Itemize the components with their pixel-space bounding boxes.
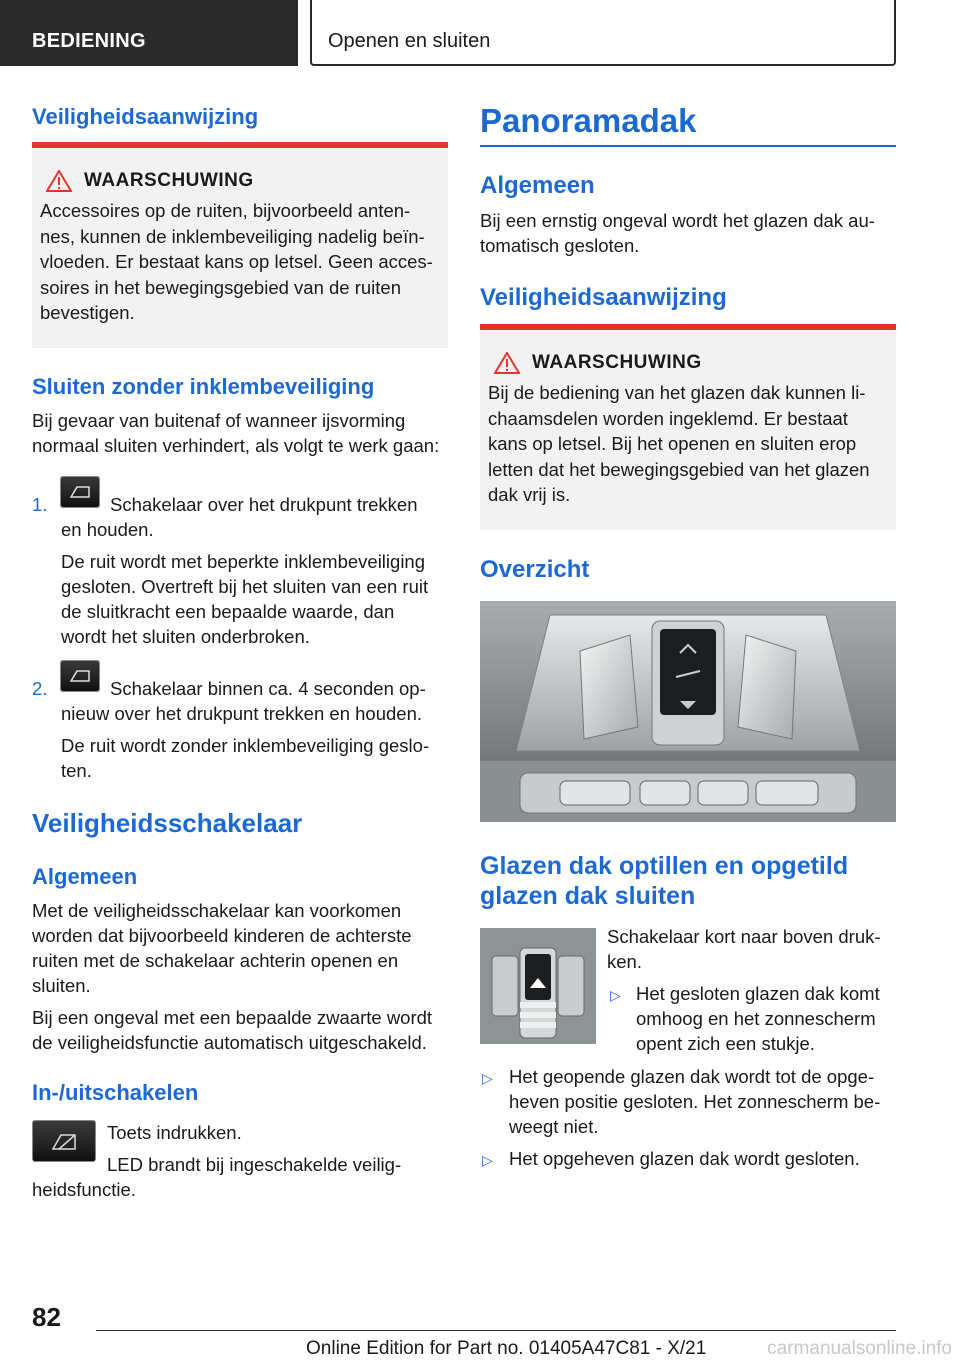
warning-line: Bij de bediening van het glazen dak kunnen li- [488, 382, 866, 403]
warning-line: vloeden. Er bestaat kans op letsel. Geen acces- [40, 251, 433, 272]
bullet-triangle-icon: ▷ [482, 1070, 493, 1086]
bullet-text: heven positie gesloten. Het zonnescherm be- [509, 1091, 881, 1112]
heading-safety-switch: Veiligheidsschakelaar [32, 808, 303, 838]
footer-rule [96, 1330, 896, 1331]
paragraph-line: ken. [607, 951, 642, 972]
warning-triangle-icon [494, 352, 520, 374]
step-text: Schakelaar binnen ca. 4 seconden op- [110, 678, 426, 699]
bullet-text: opent zich een stukje. [636, 1033, 815, 1054]
warning-title: WAARSCHUWING [532, 352, 702, 373]
warning-title: WAARSCHUWING [84, 170, 254, 191]
heading-general-left: Algemeen [32, 864, 138, 889]
section-title: BEDIENING [32, 30, 146, 52]
paragraph-line: LED brandt bij ingeschakelde veilig- [107, 1154, 402, 1175]
heading-general-right: Algemeen [480, 172, 595, 199]
step-number: 1. [32, 494, 48, 515]
bullet-triangle-icon: ▷ [610, 987, 621, 1003]
step-number: 2. [32, 678, 48, 699]
paragraph-line: worden dat bijvoorbeeld kinderen de achterste [32, 925, 412, 946]
heading-close-without-protection: Sluiten zonder inklembeveiliging [32, 374, 375, 399]
paragraph-line: Bij een ernstig ongeval wordt het glazen dak au- [480, 210, 875, 231]
paragraph-line: Schakelaar kort naar boven druk- [607, 926, 881, 947]
bullet-text: omhoog en het zonnescherm [636, 1008, 876, 1029]
step-detail: ten. [61, 760, 92, 781]
warning-line: letten dat het bewegingsgebied van het glazen [488, 458, 870, 480]
paragraph-line: sluiten. [32, 975, 91, 996]
heading-rule [480, 145, 896, 147]
step-detail: gesloten. Overtreft bij het sluiten van een ruit [61, 576, 429, 597]
warning-line: Accessoires op de ruiten, bijvoorbeeld anten- [40, 200, 411, 221]
chapter-tab [310, 0, 896, 66]
warning-line: kans op letsel. Bij het openen en sluiten erop [488, 433, 857, 454]
paragraph-line: heidsfunctie. [32, 1179, 136, 1200]
section-tab [0, 0, 298, 66]
warning-box-roof [480, 324, 896, 530]
bullet-text: Het geopende glazen dak wordt tot de opge- [509, 1066, 875, 1087]
heading-overview: Overzicht [480, 556, 590, 583]
safety-switch-icon [32, 1120, 96, 1162]
warning-line: soires in het bewegingsgebied van de ruiten [40, 276, 401, 298]
paragraph-line: normaal sluiten verhindert, als volgt te werk gaan: [32, 435, 440, 456]
warning-box-windows [32, 142, 448, 348]
step-detail: De ruit wordt met beperkte inklembeveiliging [61, 551, 426, 572]
heading-on-off: In-/uitschakelen [32, 1080, 199, 1105]
bullet-triangle-icon: ▷ [482, 1152, 493, 1168]
window-switch-icon [60, 476, 100, 508]
heading-lift-roof: Glazen dak optillen en opgetild [480, 852, 849, 880]
step-text: en houden. [61, 519, 154, 540]
chapter-title: Openen en sluiten [328, 30, 491, 52]
heading-lift-roof-2: glazen dak sluiten [480, 882, 696, 910]
paragraph-line: Bij een ongeval met een bepaalde zwaarte wordt [32, 1007, 433, 1028]
warning-line: nes, kunnen de inklembeveiliging nadelig beïn- [40, 225, 425, 247]
paragraph-line: Bij gevaar van buitenaf of wanneer ijsvorming [32, 410, 406, 431]
heading-safety-left: Veiligheidsaanwijzing [32, 104, 259, 129]
warning-line: bevestigen. [40, 302, 135, 323]
page-number: 82 [32, 1302, 61, 1332]
step-detail: wordt het sluiten onderbroken. [61, 626, 310, 647]
window-switch-icon [60, 660, 100, 692]
paragraph-line: Met de veiligheidsschakelaar kan voorkomen [32, 900, 402, 921]
warning-line: dak vrij is. [488, 484, 571, 505]
step-detail: de sluitkracht een bepaalde waarde, dan [61, 601, 395, 622]
paragraph-line: ruiten met de schakelaar achterin openen en [32, 950, 399, 971]
paragraph-line: de veiligheidsfunctie automatisch uitgeschakeld. [32, 1032, 427, 1053]
watermark: carmanualsonline.info [767, 1338, 952, 1359]
heading-safety-right: Veiligheidsaanwijzing [480, 284, 727, 311]
warning-triangle-icon [46, 170, 72, 192]
step-text: nieuw over het drukpunt trekken en houden. [61, 703, 422, 724]
heading-panorama: Panoramadak [480, 102, 697, 139]
overhead-console-photo [480, 601, 896, 822]
paragraph-line: Toets indrukken. [107, 1122, 242, 1143]
roof-switch-photo [480, 928, 596, 1044]
warning-header [46, 170, 440, 192]
bullet-text: weegt niet. [509, 1116, 599, 1137]
bullet-text: Het gesloten glazen dak komt [636, 983, 880, 1004]
bullet-text: Het opgeheven glazen dak wordt gesloten. [509, 1148, 860, 1169]
step-text: Schakelaar over het drukpunt trekken [110, 494, 418, 515]
warning-line: chaamsdelen worden ingeklemd. Er bestaat [488, 407, 848, 429]
warning-header [494, 352, 888, 374]
step-detail: De ruit wordt zonder inklembeveiliging geslo- [61, 735, 430, 756]
paragraph-line: tomatisch gesloten. [480, 235, 640, 256]
edition-text: Online Edition for Part no. 01405A47C81 - X/21 [306, 1338, 707, 1359]
